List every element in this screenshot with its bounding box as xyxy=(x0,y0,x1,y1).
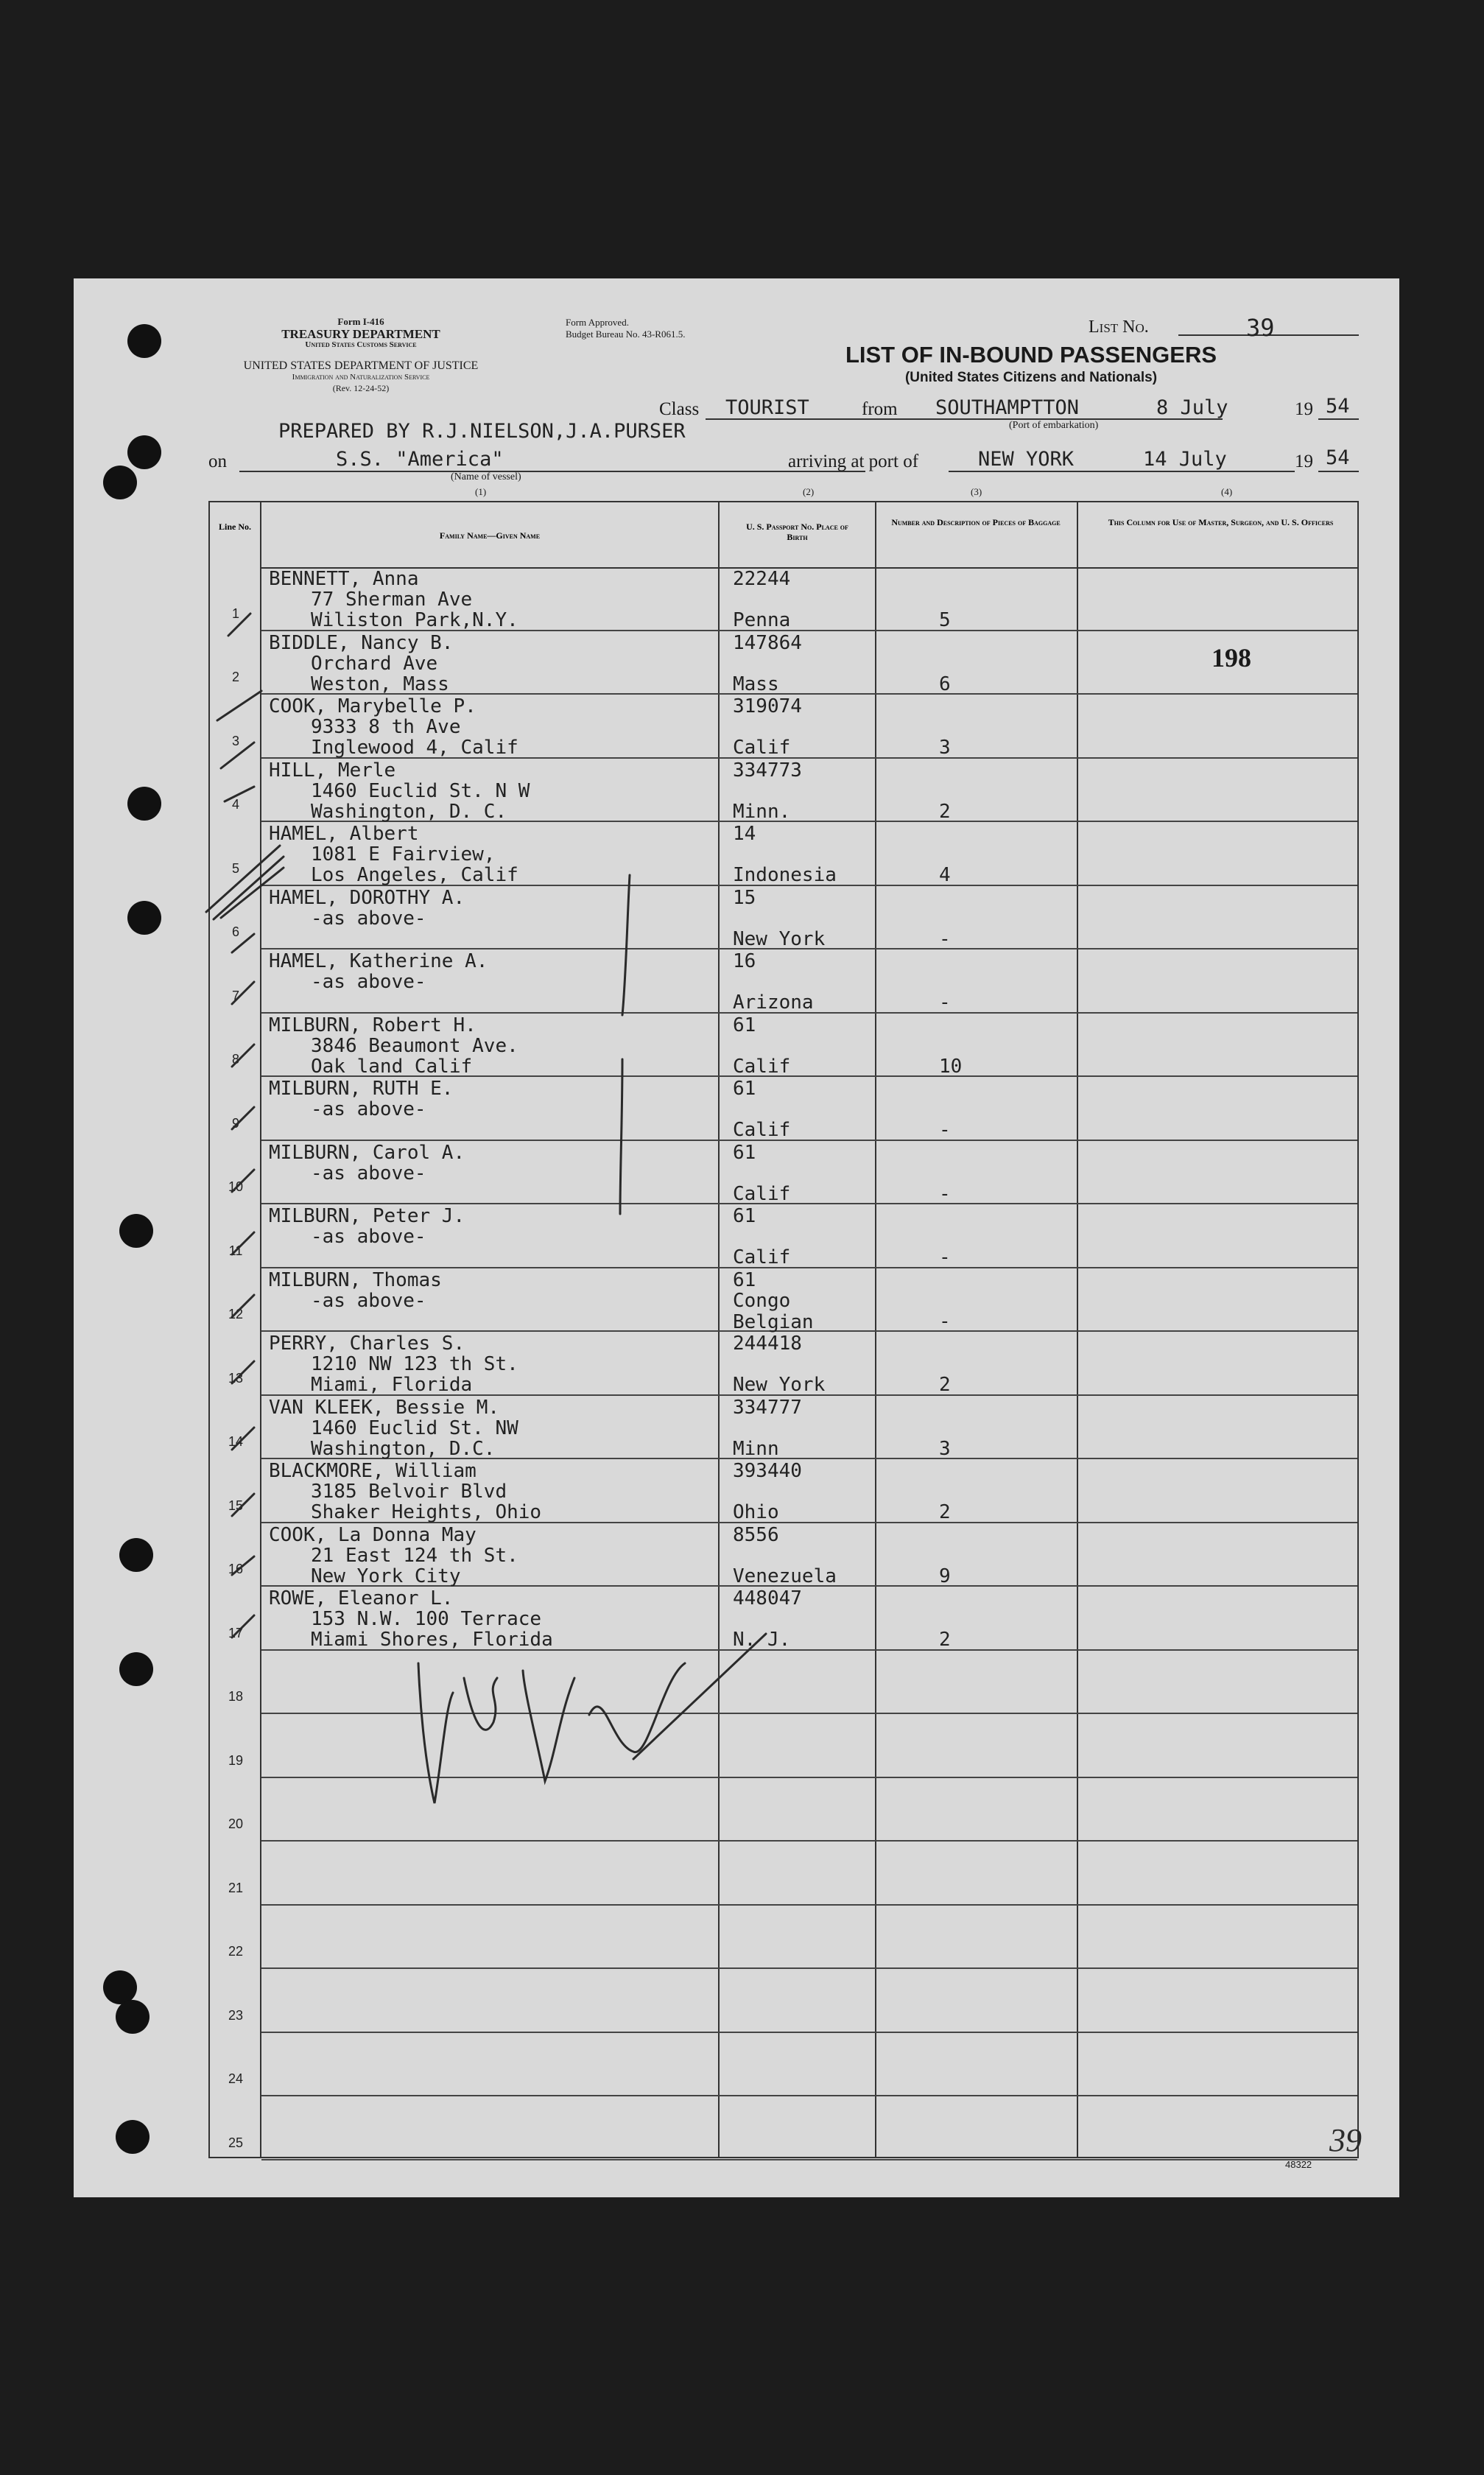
line-number: 19 xyxy=(228,1752,244,1768)
passenger-name: HILL, Merle xyxy=(269,759,396,782)
place-of-birth: N. J. xyxy=(733,1629,791,1651)
passport-number: 61 xyxy=(733,1205,756,1227)
line-number: 4 xyxy=(231,797,239,812)
form-title: LIST OF IN-BOUND PASSENGERS xyxy=(845,342,1217,368)
form-approved: Form Approved. xyxy=(566,317,629,328)
passport-number: 319074 xyxy=(733,695,802,717)
prepared-by: PREPARED BY R.J.NIELSON,J.A.PURSER xyxy=(278,420,686,443)
vessel-note: (Name of vessel) xyxy=(451,471,521,482)
passport-number: 244418 xyxy=(733,1333,802,1355)
baggage-count: 2 xyxy=(939,1374,951,1396)
address-line-1: 77 Sherman Ave xyxy=(311,589,473,611)
vessel-name: S.S. "America" xyxy=(336,448,504,471)
baggage-count: - xyxy=(939,991,951,1014)
line-number: 7 xyxy=(231,988,239,1003)
passenger-name: MILBURN, Robert H. xyxy=(269,1014,477,1036)
passenger-name: BENNETT, Anna xyxy=(269,568,419,590)
line-number: 3 xyxy=(231,733,239,748)
passport-number: 22244 xyxy=(733,568,791,590)
class-value: TOURIST xyxy=(725,396,809,419)
col-header-passport: U. S. Passport No. Place of Birth xyxy=(746,522,848,542)
passport-number: 61 xyxy=(733,1141,756,1164)
passport-number: 61 xyxy=(733,1078,756,1100)
line-number: 10 xyxy=(228,1179,244,1194)
address-line-1: -as above- xyxy=(311,1226,426,1248)
page-number: 39 xyxy=(1329,2122,1362,2158)
address-line-1: 21 East 124 th St. xyxy=(311,1544,518,1567)
place-of-birth: Calif xyxy=(733,1246,791,1268)
baggage-count: 6 xyxy=(939,673,951,695)
arriving-label: arriving at port of xyxy=(788,452,919,471)
place-of-birth: Indonesia xyxy=(733,864,837,886)
passenger-name: HAMEL, DOROTHY A. xyxy=(269,886,465,909)
address-line-2: Shaker Heights, Ohio xyxy=(311,1501,542,1523)
line-number: 17 xyxy=(228,1625,244,1640)
baggage-count: 3 xyxy=(939,737,951,759)
passport-number: 393440 xyxy=(733,1460,802,1482)
passenger-name: HAMEL, Katherine A. xyxy=(269,950,488,972)
passenger-name: MILBURN, Carol A. xyxy=(269,1141,465,1164)
arrival-year-prefix: 19 xyxy=(1295,452,1313,471)
passenger-name: COOK, La Donna May xyxy=(269,1523,477,1546)
passport-number: 334773 xyxy=(733,759,802,782)
col-num-3: (3) xyxy=(971,486,982,497)
place-of-birth: Calif xyxy=(733,1119,791,1141)
passenger-name: MILBURN, Thomas xyxy=(269,1268,442,1291)
address-line-1: 1210 NW 123 th St. xyxy=(311,1353,518,1375)
address-line-1: 3846 Beaumont Ave. xyxy=(311,1034,518,1057)
place-of-birth: New York xyxy=(733,1374,826,1396)
address-line-2: Oak land Calif xyxy=(311,1055,473,1078)
line-number: 21 xyxy=(228,1880,244,1895)
list-no-value: 39 xyxy=(1246,314,1275,342)
rev-label: (Rev. 12-24-52) xyxy=(332,383,390,393)
line-number: 9 xyxy=(231,1115,239,1131)
passport-number: 15 xyxy=(733,886,756,909)
place-of-birth: Calif xyxy=(733,1055,791,1078)
place-of-birth: Calif xyxy=(733,1182,791,1205)
baggage-count: 2 xyxy=(939,1501,951,1523)
arrival-port: NEW YORK xyxy=(978,448,1075,471)
form-corner-number: 48322 xyxy=(1285,2159,1312,2170)
baggage-count: 3 xyxy=(939,1437,951,1460)
form-subtitle: (United States Citizens and Nationals) xyxy=(904,370,1158,385)
line-number: 16 xyxy=(228,1562,244,1576)
address-line-2: Miami, Florida xyxy=(311,1374,473,1396)
line-number: 8 xyxy=(231,1052,239,1067)
line-number: 6 xyxy=(231,924,239,939)
place-of-birth: Ohio xyxy=(733,1501,779,1523)
depart-year-prefix: 19 xyxy=(1295,399,1313,419)
baggage-count: 2 xyxy=(939,800,951,823)
passenger-name: MILBURN, RUTH E. xyxy=(269,1078,454,1100)
place-of-birth: Congo Belgian xyxy=(733,1289,814,1333)
passport-number: 147864 xyxy=(733,631,802,654)
address-line-1: 1081 E Fairview, xyxy=(311,843,496,866)
treasury-label: TREASURY DEPARTMENT xyxy=(281,327,440,341)
address-line-1: -as above- xyxy=(311,1098,426,1120)
passport-number: 334777 xyxy=(733,1396,802,1419)
baggage-count: - xyxy=(939,927,951,950)
passport-number: 14 xyxy=(733,823,756,845)
place-of-birth: New York xyxy=(733,927,826,950)
arrival-date: 14 July xyxy=(1143,448,1227,471)
budget-number: Budget Bureau No. 43-R061.5. xyxy=(566,329,686,340)
passenger-name: BIDDLE, Nancy B. xyxy=(269,631,454,654)
address-line-1: 3185 Belvoir Blvd xyxy=(311,1481,507,1503)
passenger-list-sheet xyxy=(74,278,1399,2197)
passenger-name: HAMEL, Albert xyxy=(269,823,419,845)
address-line-2: Weston, Mass xyxy=(311,673,449,695)
passenger-name: BLACKMORE, William xyxy=(269,1460,477,1482)
line-number: 12 xyxy=(228,1307,244,1321)
col-num-4: (4) xyxy=(1221,486,1233,497)
col-header-name: Family Name—Given Name xyxy=(439,530,541,541)
address-line-2: New York City xyxy=(311,1565,461,1587)
from-label: from xyxy=(862,399,898,419)
baggage-count: 4 xyxy=(939,864,951,886)
line-number: 22 xyxy=(228,1944,244,1959)
place-of-birth: Calif xyxy=(733,737,791,759)
address-line-1: -as above- xyxy=(311,1162,426,1184)
address-line-2: Miami Shores, Florida xyxy=(311,1629,553,1651)
depart-date: 8 July xyxy=(1156,396,1228,419)
passport-number: 61 xyxy=(733,1268,756,1291)
address-line-1: -as above- xyxy=(311,907,426,930)
customs-label: United States Customs Service xyxy=(305,340,417,349)
line-number: 14 xyxy=(228,1434,244,1449)
address-line-1: 153 N.W. 100 Terrace xyxy=(311,1608,542,1630)
line-number: 15 xyxy=(228,1498,244,1513)
place-of-birth: Minn. xyxy=(733,800,791,823)
col-header-line-no: Line No. xyxy=(218,522,251,532)
class-label: Class xyxy=(659,399,700,419)
on-label: on xyxy=(208,452,227,471)
depart-year: 54 xyxy=(1326,395,1350,418)
address-line-1: 1460 Euclid St. NW xyxy=(311,1416,518,1439)
from-value: SOUTHAMPTTON xyxy=(935,396,1080,419)
place-of-birth: Mass xyxy=(733,673,779,695)
address-line-2: Washington, D.C. xyxy=(311,1437,496,1460)
doj-label: UNITED STATES DEPARTMENT OF JUSTICE xyxy=(243,359,479,372)
list-no-label: List No. xyxy=(1089,317,1149,337)
line-number: 2 xyxy=(231,670,239,684)
address-line-2: Inglewood 4, Calif xyxy=(311,737,518,759)
baggage-count: - xyxy=(939,1119,951,1141)
baggage-count: 5 xyxy=(939,609,951,631)
baggage-count: - xyxy=(939,1246,951,1268)
place-of-birth: Venezuela xyxy=(733,1565,837,1587)
handwritten-marks xyxy=(74,278,1399,2197)
passenger-name: VAN KLEEK, Bessie M. xyxy=(269,1396,500,1419)
line-number: 11 xyxy=(228,1243,243,1258)
line-number: 25 xyxy=(228,2135,244,2150)
ins-label: Immigration and Naturalization Service xyxy=(292,373,430,382)
address-line-1: -as above- xyxy=(311,1289,426,1312)
passenger-name: ROWE, Eleanor L. xyxy=(269,1587,454,1609)
place-of-birth: Minn xyxy=(733,1437,779,1460)
address-line-2: Washington, D. C. xyxy=(311,800,507,823)
address-line-1: Orchard Ave xyxy=(311,652,438,675)
address-line-2: Los Angeles, Calif xyxy=(311,864,518,886)
address-line-2: Wiliston Park,N.Y. xyxy=(311,609,518,631)
address-line-1: 9333 8 th Ave xyxy=(311,716,461,738)
form-number: Form I-416 xyxy=(337,316,384,327)
baggage-count: - xyxy=(939,1310,951,1333)
baggage-count: 9 xyxy=(939,1565,951,1587)
passenger-name: COOK, Marybelle P. xyxy=(269,695,477,717)
line-number: 24 xyxy=(228,2071,244,2086)
embark-note: (Port of embarkation) xyxy=(1009,420,1099,431)
line-number: 23 xyxy=(228,2007,244,2023)
passport-number: 448047 xyxy=(733,1587,802,1609)
passport-number: 16 xyxy=(733,950,756,972)
address-line-1: 1460 Euclid St. N W xyxy=(311,779,530,802)
col-num-2: (2) xyxy=(803,486,815,497)
arrival-year: 54 xyxy=(1326,446,1350,469)
col-header-baggage: Number and Description of Pieces of Baggage xyxy=(891,517,1061,527)
line-number: 13 xyxy=(228,1370,244,1386)
passport-number: 8556 xyxy=(733,1523,779,1546)
place-of-birth: Arizona xyxy=(733,991,814,1014)
baggage-count: 2 xyxy=(939,1629,951,1651)
stamp-number: 198 xyxy=(1212,643,1251,673)
line-number: 20 xyxy=(228,1816,244,1831)
baggage-count: 10 xyxy=(939,1055,963,1078)
col-num-1: (1) xyxy=(475,486,487,497)
passenger-name: MILBURN, Peter J. xyxy=(269,1205,465,1227)
passport-number: 61 xyxy=(733,1014,756,1036)
line-number: 18 xyxy=(228,1689,244,1704)
line-number: 1 xyxy=(231,605,239,621)
line-number: 5 xyxy=(231,860,239,876)
passenger-name: PERRY, Charles S. xyxy=(269,1333,465,1355)
baggage-count: - xyxy=(939,1182,951,1205)
col-header-officers: This Column for Use of Master, Surgeon, and U. S. Officers xyxy=(1108,517,1334,527)
address-line-1: -as above- xyxy=(311,971,426,993)
place-of-birth: Penna xyxy=(733,609,791,631)
